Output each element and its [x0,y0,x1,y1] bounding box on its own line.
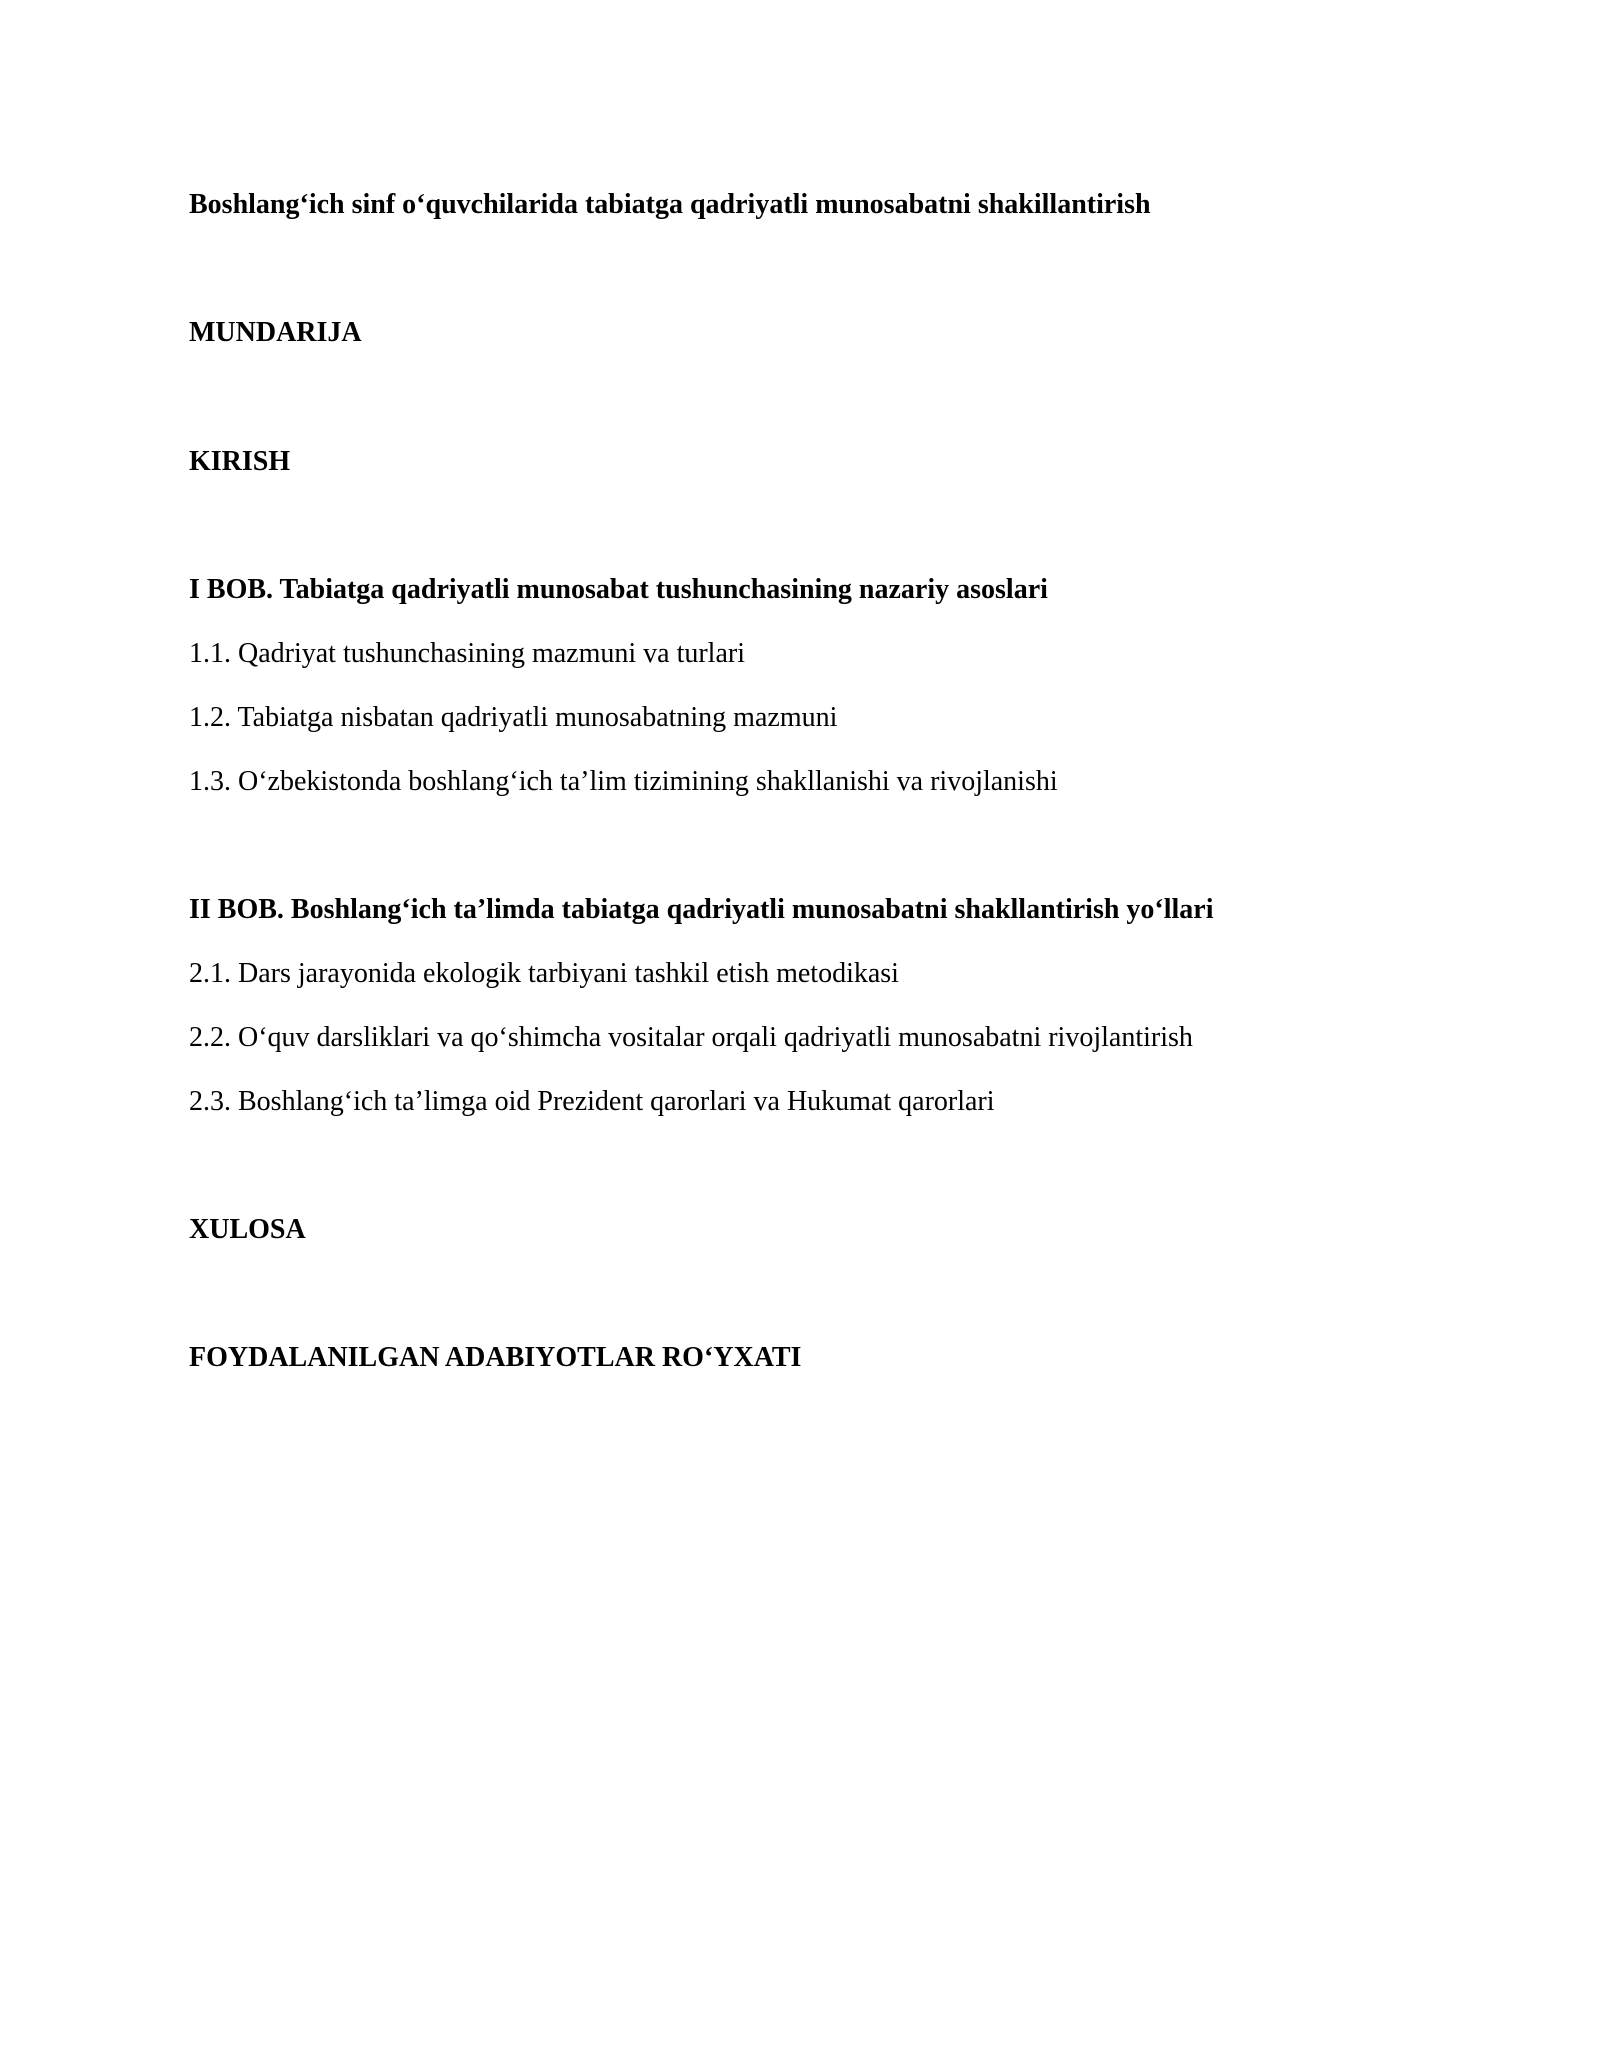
chapter1-item: 1.2. Tabiatga nisbatan qadriyatli munosabatning mazmuni [189,702,838,733]
chapter2-item: 2.1. Dars jarayonida ekologik tarbiyani tashkil etish metodikasi [189,958,899,989]
chapter1-item: 1.3. O‘zbekistonda boshlang‘ich ta’lim tizimining shakllanishi va rivojlanishi [189,766,1058,797]
references-heading: FOYDALANILGAN ADABIYOTLAR RO‘YXATI [189,1342,802,1373]
conclusion-heading: XULOSA [189,1214,306,1245]
chapter2-item: 2.2. O‘quv darsliklari va qo‘shimcha vositalar orqali qadriyatli munosabatni rivojlantirish [189,1022,1193,1053]
intro-heading: KIRISH [189,446,291,477]
chapter1-item: 1.1. Qadriyat tushunchasining mazmuni va turlari [189,638,745,669]
chapter1-heading: I BOB. Tabiatga qadriyatli munosabat tushunchasining nazariy asoslari [189,574,1048,605]
chapter2-item: 2.3. Boshlang‘ich ta’limga oid Prezident qarorlari va Hukumat qarorlari [189,1086,995,1117]
contents-heading: MUNDARIJA [189,317,362,348]
chapter2-heading: II BOB. Boshlang‘ich ta’limda tabiatga qadriyatli munosabatni shakllantirish yo‘llari [189,894,1214,925]
document-title: Boshlang‘ich sinf o‘quvchilarida tabiatga qadriyatli munosabatni shakillantirish [189,189,1151,220]
